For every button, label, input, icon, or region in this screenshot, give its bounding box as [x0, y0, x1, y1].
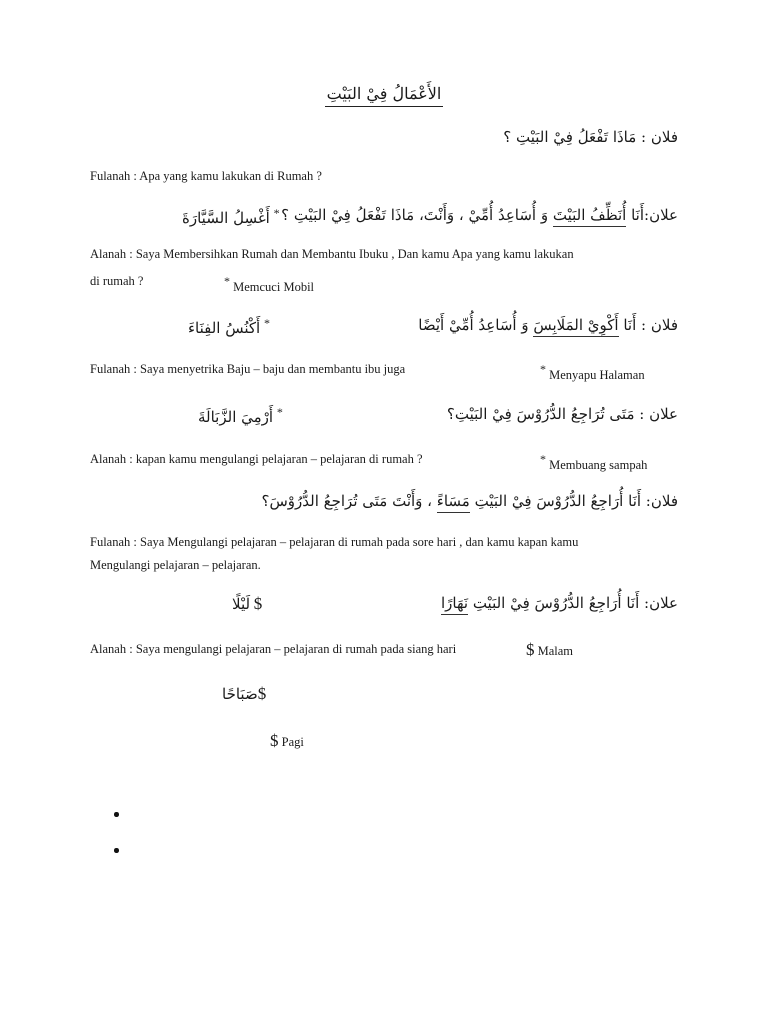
arabic-question-3: علان : مَتَى تُرَاجِعُ الدُّرُوْسَ فِيْ البَيْتِ؟	[446, 405, 678, 423]
arabic-answer-4: علان: أَنَا أُرَاجِعُ الدُّرُوْسَ فِيْ البَيْتِ نَهَارًا	[441, 594, 678, 612]
arabic-answer-3: فلان: أَنَا أُرَاجِعُ الدُّرُوْسَ فِيْ البَيْتِ مَسَاءً ، وَأَنْتَ مَتَى تُرَاجِعُ الدُّرُوْسَ؟	[261, 492, 678, 510]
arabic-answer-1: علان:أَنَا أُنَظِّفُ البَيْتَ وَ أُسَاعِدُ أُمِّيْ ، وَأَنْتَ، مَاذَا تَفْعَلُ فِيْ البَيْتِ ؟	[281, 206, 678, 224]
bullet-point-1	[114, 812, 119, 817]
translation-answer-3-line1: Fulanah : Saya Mengulangi pelajaran – pelajaran di rumah pada sore hari , dan kamu kapan kamu	[90, 535, 579, 549]
translation-question-1: Fulanah : Apa yang kamu lakukan di Rumah ?	[90, 169, 322, 183]
side-note-arabic-2: أَكْنُسُ الفِنَاءَ *	[188, 316, 270, 337]
translation-answer-3-line2: Mengulangi pelajaran – pelajaran.	[90, 558, 261, 572]
page-title: الأَعْمَالُ فِيْ البَيْتِ	[0, 84, 768, 104]
arabic-question-1: فلان : مَاذَا تَفْعَلُ فِيْ البَيْتِ ؟	[503, 128, 678, 146]
bullet-point-2	[114, 848, 119, 853]
side-note-arabic-3: أَرْمِيَ الزَّبَالَةَ *	[198, 405, 283, 426]
side-note-latin-2: * Menyapu Halaman	[540, 362, 645, 382]
translation-answer-1-line2: di rumah ?	[90, 274, 144, 288]
side-note-latin-3: * Membuang sampah	[540, 452, 648, 472]
translation-answer-4: Alanah : Saya mengulangi pelajaran – pelajaran di rumah pada siang hari	[90, 642, 457, 656]
side-note-arabic-5: صَبَاحًا$	[222, 684, 267, 703]
arabic-answer-4-underlined: نَهَارًا	[441, 594, 468, 615]
arabic-answer-3-underlined: مَسَاءً	[437, 492, 470, 513]
arabic-answer-2: فلان : أَنَا أَكْوِيْ المَلَابِسَ وَ أُسَاعِدُ أُمِّيْ أَيْضًا	[418, 316, 678, 334]
side-note-arabic-4: لَيْلًا $	[232, 594, 263, 613]
arabic-answer-1-underlined: أُنَظِّفُ البَيْتَ	[553, 206, 626, 227]
translation-answer-1-line1: Alanah : Saya Membersihkan Rumah dan Membantu Ibuku , Dan kamu Apa yang kamu lakukan	[90, 247, 574, 261]
side-note-latin-1: * Memcuci Mobil	[224, 274, 315, 294]
arabic-answer-2-underlined: أَكْوِيْ المَلَابِسَ	[533, 316, 618, 337]
side-note-latin-4: $ Malam	[526, 640, 574, 659]
side-note-arabic-1: أَغْسِلُ السَّيَّارَةَ *	[182, 206, 280, 227]
translation-question-3: Alanah : kapan kamu mengulangi pelajaran – pelajaran di rumah ?	[90, 452, 423, 466]
side-note-latin-5: $ Pagi	[270, 731, 304, 750]
translation-answer-2: Fulanah : Saya menyetrika Baju – baju dan membantu ibu juga	[90, 362, 406, 376]
